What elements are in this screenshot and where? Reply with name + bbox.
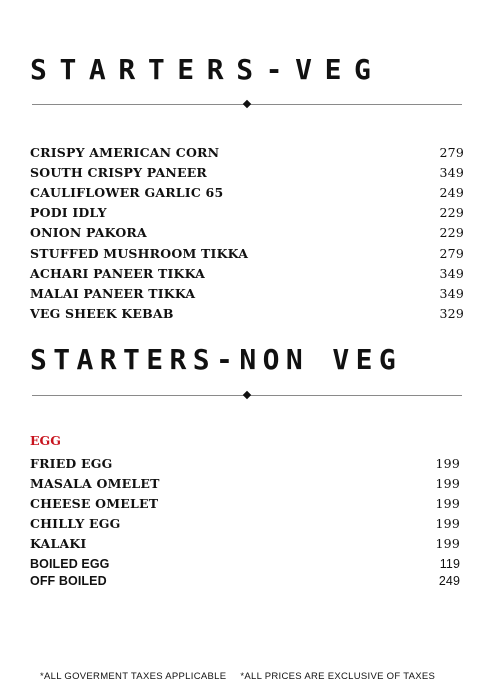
item-name: PODI IDLY — [30, 205, 107, 221]
menu-item — [30, 263, 464, 283]
menu-item — [30, 283, 464, 303]
menu-item — [30, 243, 464, 263]
menu-item — [30, 514, 460, 534]
menu-item — [30, 203, 464, 223]
item-name: KALAKI — [30, 536, 87, 552]
category-label-egg: EGG — [30, 433, 61, 448]
item-name: FRIED EGG — [30, 455, 113, 471]
divider-diamond-icon — [243, 391, 251, 399]
item-price: 279 — [439, 144, 464, 160]
section-title-nonveg: STARTERS-NON VEG — [30, 343, 403, 376]
item-name: ACHARI PANEER TIKKA — [30, 265, 206, 281]
item-price: 199 — [435, 455, 460, 471]
item-price: 249 — [438, 573, 460, 588]
footer-note-prices-exclusive: *ALL PRICES ARE EXCLUSIVE OF TAXES — [240, 671, 436, 682]
menu-item — [30, 304, 464, 324]
item-name: VEG SHEEK KEBAB — [30, 306, 174, 322]
menu-item — [30, 493, 460, 513]
item-price: 199 — [435, 536, 460, 552]
item-price: 329 — [439, 306, 464, 322]
menu-item — [30, 162, 464, 182]
menu-item — [30, 223, 464, 243]
item-price: 229 — [439, 205, 464, 221]
item-name: CHILLY EGG — [30, 516, 121, 532]
menu-item — [30, 453, 460, 473]
menu-item — [30, 142, 464, 162]
menu-item — [30, 473, 460, 493]
divider-diamond-icon — [243, 100, 251, 108]
item-name: BOILED EGG — [30, 557, 110, 572]
item-name: MALAI PANEER TIKKA — [30, 285, 196, 301]
footer-notes — [40, 671, 435, 682]
boiled-item-list — [30, 556, 460, 589]
item-name: ONION PAKORA — [30, 225, 147, 241]
section-title-veg: STARTERS-VEG — [30, 53, 384, 86]
item-name: SOUTH CRISPY PANEER — [30, 164, 208, 180]
item-price: 229 — [439, 225, 464, 241]
item-name: MASALA OMELET — [30, 475, 160, 491]
menu-item — [30, 556, 460, 573]
item-price: 349 — [439, 164, 464, 180]
menu-item — [30, 182, 464, 202]
menu-item — [30, 534, 460, 554]
item-name: CHEESE OMELET — [30, 495, 159, 511]
item-price: 349 — [439, 285, 464, 301]
veg-item-list — [30, 142, 464, 324]
item-price: 349 — [439, 265, 464, 281]
item-name: CRISPY AMERICAN CORN — [30, 144, 220, 160]
egg-item-list — [30, 453, 460, 554]
item-name: CAULIFLOWER GARLIC 65 — [30, 184, 224, 200]
item-price: 199 — [435, 516, 460, 532]
item-name: STUFFED MUSHROOM TIKKA — [30, 245, 249, 261]
item-price: 249 — [439, 184, 464, 200]
item-name: OFF BOILED — [30, 573, 107, 588]
item-price: 119 — [439, 557, 460, 572]
item-price: 279 — [439, 245, 464, 261]
item-price: 199 — [435, 495, 460, 511]
menu-item — [30, 573, 460, 590]
item-price: 199 — [435, 475, 460, 491]
footer-note-taxes-applicable: *ALL GOVERMENT TAXES APPLICABLE — [40, 671, 227, 682]
